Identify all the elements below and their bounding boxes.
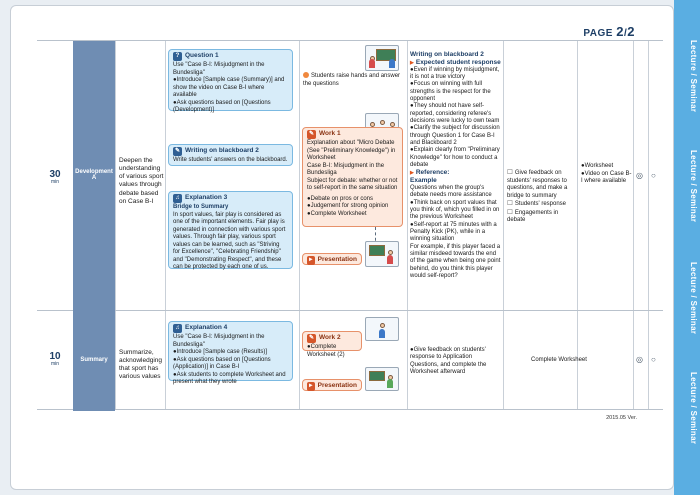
- materials-list: [581, 163, 633, 186]
- writing-header: ✎ Writing on blackboard 2: [174, 147, 259, 155]
- time-cell: 30 min: [49, 169, 61, 185]
- sidebar: [674, 0, 700, 495]
- writing-text: Write students' answers on the blackboard.: [173, 157, 288, 163]
- presentation-icon: ►: [307, 382, 315, 391]
- response-line: ●Clarify the subject for discussion through Question 1 for Case B-I and Blackboard 2: [410, 125, 500, 146]
- response-line: ●Even if winning by misjudgment, it is not a true victory: [410, 66, 500, 81]
- question-line: Use "Case B-I: Misjudgment in the Bundesliga": [173, 62, 265, 76]
- blackboard-feedback: ●Give feedback on students' response to Application Questions, and complete the Worksheet afterward: [410, 347, 487, 375]
- question-line: ●Ask questions based on [Questions (Development)]: [173, 99, 271, 113]
- circle-mark: ○: [651, 355, 656, 364]
- work1-line: Explanation about "Micro Debate (See "Preliminary Knowledge") in Worksheet: [307, 140, 396, 161]
- aim-text: Summarize, acknowledging that sport has various values: [119, 349, 163, 381]
- row-development: [37, 41, 663, 311]
- work1-line: Subject for debate: whether or not to self-report in the same situation: [307, 177, 398, 191]
- speaker-icon: ♫: [173, 194, 182, 203]
- explanation4-line: ●Ask questions based on [Questions (Application)] in Case B-I: [173, 356, 271, 370]
- work1-header: ✎ Work 1: [308, 130, 341, 138]
- students-note: Students raise hands and answer the questions: [303, 73, 401, 87]
- material-item: ●Video on Case B-I where available: [581, 170, 632, 184]
- page-number: PAGE 2/2: [583, 24, 635, 39]
- explanation-subtitle: Bridge to Summary: [173, 204, 229, 210]
- writing-box: [168, 144, 293, 166]
- work1-bullet: ●Complete Worksheet: [307, 210, 367, 217]
- stage-cell: Development A: [73, 41, 115, 311]
- lesson-plan-sheet: [10, 5, 674, 490]
- explanation4-line: ●Ask students to complete Worksheet and present what they wrote: [173, 371, 286, 385]
- response-line: ●They should not have self-reported, considering referee's decisions were lucky to own team: [410, 103, 500, 125]
- question-header: ? Question 1: [173, 52, 288, 61]
- version-label: 2015.05 Ver.: [606, 415, 637, 421]
- orange-dot-icon: [303, 72, 309, 78]
- response-title: ▶ Expected student response: [410, 59, 502, 67]
- speaker-icon: ♫: [173, 324, 182, 333]
- reference-title: ▶ Reference:: [410, 169, 502, 177]
- double-circle-mark: ◎: [636, 171, 643, 180]
- stage-cell: Summary: [73, 311, 115, 411]
- question-line: ●Introduce [Sample case (Summary)] and show the video on Case B-I where available: [173, 77, 285, 98]
- explanation4-box: [168, 321, 293, 385]
- presentation2-header: ► Presentation: [307, 382, 357, 390]
- work1-bullet: ●Judgement for strong opinion: [307, 203, 389, 209]
- presenter-illustration: [365, 367, 399, 391]
- time-cell: 10 min: [49, 351, 61, 367]
- sidebar-label: Lecture / Seminar: [689, 150, 698, 223]
- row-summary: [37, 311, 663, 411]
- explanation-header: ♫ Explanation 3: [173, 194, 288, 203]
- explanation4-line: ●Introduce [Sample case (Results)]: [173, 349, 267, 355]
- sidebar-label: Lecture / Seminar: [689, 372, 698, 445]
- example-line: For example, if this player faced a similar misdeed towards the end of the game when being one point behind, do you think this player would self-report?: [410, 243, 501, 279]
- presenter-illustration: [365, 241, 399, 267]
- sidebar-label: Lecture / Seminar: [689, 40, 698, 113]
- work1-line: Case B-I: Misjudgment in the Bundesliga: [307, 162, 385, 176]
- blackboard-notes: [410, 51, 502, 280]
- worksheet-illustration: [365, 317, 399, 341]
- aim-text: Deepen the understanding of various sport values through debate based on Case B-I: [119, 157, 164, 205]
- response-line: ●Focus on winning with full strengths is the respect for the opponent: [410, 81, 491, 103]
- evaluation-text: Complete Worksheet: [531, 357, 587, 363]
- explanation-text: In sport values, fair play is considered as one of the important elements. Fair play is generated in connection with various sport values. Through fair play, various sport values can be learned, such as "Striving for Excellence", "Celebrating Friendship" and "Demonstrating Respect", and these can be protected by each one of us.: [173, 211, 286, 270]
- presentation-icon: ►: [307, 256, 315, 265]
- double-circle-mark: ◎: [636, 355, 643, 364]
- work2-header: ✎ Work 2: [308, 334, 341, 342]
- evaluation-list: [507, 169, 575, 225]
- presentation2-box: [302, 379, 362, 391]
- material-item: ●Worksheet: [581, 163, 614, 169]
- sidebar-label: Lecture / Seminar: [689, 262, 698, 335]
- question-icon: ?: [173, 52, 182, 61]
- example-line: ●Think back on sport values that you think of, which you filled in on the previous Worksheet: [410, 199, 500, 221]
- work2-text: ●Complete Worksheet (2): [307, 344, 345, 358]
- work1-box: [302, 127, 403, 227]
- explanation4-line: Use "Case B-I: Misjudgment in the Bundesliga": [173, 334, 265, 348]
- response-line: ●Explain clearly from "Preliminary Knowledge" for how to conduct a debate: [410, 147, 500, 168]
- lesson-table: [37, 40, 663, 410]
- presentation1-header: ► Presentation: [307, 256, 357, 264]
- evaluation-item: ☐ Engagements in debate: [507, 209, 575, 225]
- work1-bullet: ●Debate on pros or cons: [307, 195, 373, 202]
- explanation-box: [168, 191, 293, 269]
- pencil-icon: ✎: [173, 147, 182, 156]
- explanation4-header: ♫ Explanation 4: [173, 324, 288, 333]
- example-line: ●Self-report at 75 minutes with a Penalty Kick (PK), while in a winning situation: [410, 221, 497, 243]
- evaluation-item: ☐ Students' response: [507, 200, 575, 209]
- work-icon: ✎: [307, 334, 316, 343]
- work2-box: [302, 331, 362, 358]
- classroom-illustration: [365, 45, 399, 71]
- example-line: Questions when the group's debate needs more assistance: [410, 185, 492, 199]
- example-title: Example: [410, 177, 437, 185]
- question-box: [168, 49, 293, 111]
- evaluation-item: ☐ Give feedback on students' responses to questions, and make a bridge to summary: [507, 169, 575, 200]
- blackboard-title: Writing on blackboard 2: [410, 51, 484, 58]
- circle-mark: ○: [651, 171, 656, 180]
- presentation1-box: [302, 253, 362, 265]
- work-icon: ✎: [307, 130, 316, 139]
